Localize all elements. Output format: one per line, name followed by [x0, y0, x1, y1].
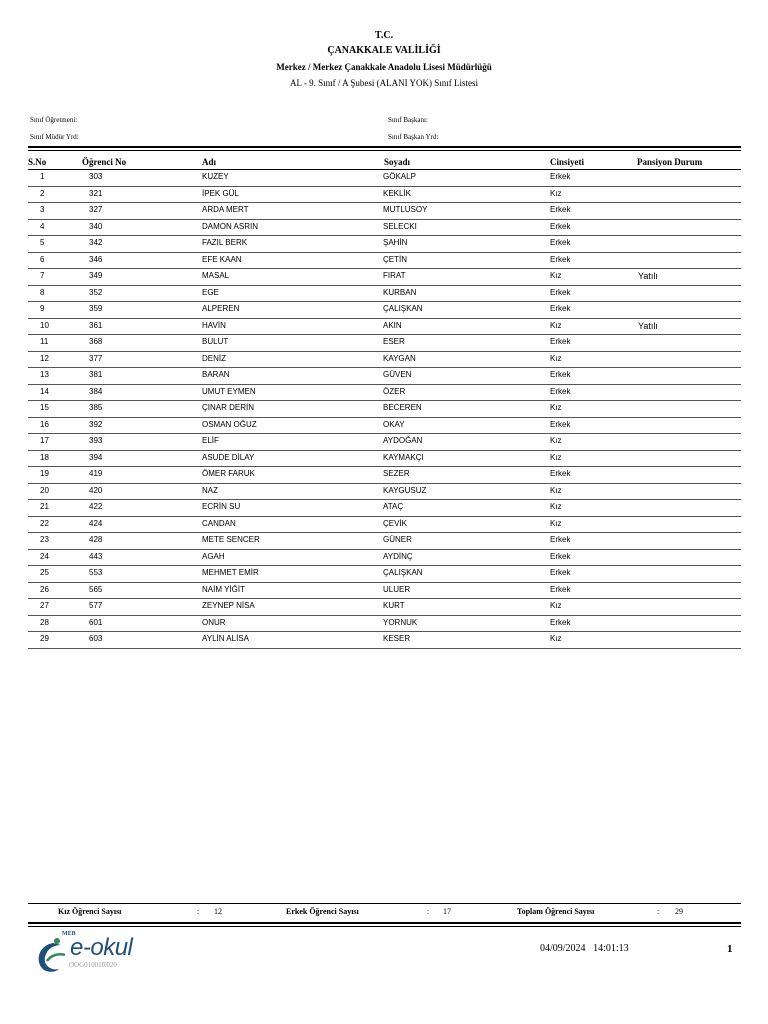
cell-name: EFE KAAN [202, 254, 242, 264]
table-row [28, 467, 741, 484]
cell-surname: GÖKALP [383, 172, 416, 181]
total-count-value: 29 [675, 907, 683, 916]
col-header-surname: Soyadı [384, 157, 411, 167]
cell-name: NAZ [202, 485, 218, 495]
cell-name: OSMAN OĞUZ [202, 419, 257, 429]
logo-meb: MEB [62, 931, 76, 937]
cell-surname: ULUER [383, 584, 411, 594]
teacher-label: Sınıf Öğretmeni: [30, 116, 78, 124]
cell-sno: 26 [40, 584, 49, 594]
cell-gender: Erkek [550, 337, 571, 346]
cell-sno: 4 [40, 221, 45, 231]
cell-surname: GÜVEN [383, 370, 412, 379]
cell-surname: ÖZER [383, 386, 406, 396]
table-row [28, 319, 741, 336]
col-header-sno: S.No [28, 157, 47, 167]
cell-student-no: 419 [89, 469, 103, 478]
total-count-colon: : [657, 907, 660, 916]
cell-student-no: 361 [89, 320, 103, 330]
report-code: OOG01001R020 [69, 961, 117, 969]
cell-name: MASAL [202, 271, 230, 280]
table-row [28, 352, 741, 369]
cell-sno: 9 [40, 304, 45, 313]
cell-sno: 1 [40, 172, 45, 181]
cell-student-no: 392 [89, 419, 103, 429]
table-top-rule-thin [28, 150, 741, 151]
cell-gender: Erkek [550, 551, 571, 561]
cell-sno: 12 [40, 353, 49, 363]
table-row [28, 533, 741, 550]
table-row [28, 484, 741, 501]
cell-student-no: 352 [89, 287, 103, 297]
cell-gender: Erkek [550, 419, 571, 429]
cell-name: METE SENCER [202, 535, 260, 544]
table-row [28, 335, 741, 352]
cell-surname: KAYGUSUZ [383, 485, 427, 495]
male-count-colon: : [427, 907, 430, 916]
cell-student-no: 385 [89, 403, 103, 412]
print-datetime [540, 943, 629, 954]
table-row [28, 220, 741, 237]
cell-surname: KURT [383, 601, 405, 610]
cell-gender: Erkek [550, 205, 571, 214]
cell-student-no: 321 [89, 188, 103, 198]
table-row [28, 170, 741, 187]
cell-name: ONUR [202, 617, 226, 627]
cell-sno: 19 [40, 469, 49, 478]
cell-sno: 29 [40, 634, 49, 643]
table-row [28, 550, 741, 567]
cell-surname: BECEREN [383, 403, 422, 412]
cell-name: ELİF [202, 436, 219, 445]
cell-gender: Erkek [550, 304, 571, 313]
table-row [28, 616, 741, 633]
cell-student-no: 303 [89, 172, 103, 181]
female-count-label: Kız Öğrenci Sayısı [58, 907, 122, 916]
table-row [28, 583, 741, 600]
cell-dormitory: Yatılı [638, 320, 658, 331]
cell-name: AYLİN ALİSA [202, 634, 249, 643]
table-row [28, 269, 741, 286]
cell-name: HAVİN [202, 320, 226, 330]
cell-sno: 15 [40, 403, 49, 412]
table-top-rule [28, 146, 741, 148]
cell-surname: AKIN [383, 320, 402, 330]
cell-surname: AYDOĞAN [383, 436, 423, 445]
cell-gender: Kız [550, 320, 562, 330]
table-row [28, 203, 741, 220]
cell-sno: 24 [40, 551, 49, 561]
cell-gender: Erkek [550, 221, 571, 231]
cell-surname: ÇALIŞKAN [383, 304, 423, 313]
cell-student-no: 577 [89, 601, 103, 610]
class-vice-president-label: Sınıf Başkan Yrd: [388, 133, 439, 141]
cell-surname: KEKLİK [383, 188, 412, 198]
table-row [28, 236, 741, 253]
cell-sno: 3 [40, 205, 45, 214]
cell-student-no: 359 [89, 304, 103, 313]
cell-gender: Kız [550, 485, 562, 495]
cell-gender: Kız [550, 634, 562, 643]
header-class-list-title: AL - 9. Sınıf / A Şubesi (ALANI YOK) Sınıf Listesi [289, 78, 479, 88]
table-row [28, 434, 741, 451]
cell-gender: Erkek [550, 584, 571, 594]
table-row [28, 253, 741, 270]
col-header-dormitory: Pansiyon Durum [637, 157, 703, 167]
footer-top-rule [28, 903, 741, 904]
cell-name: FAZIL BERK [202, 238, 248, 247]
header-tc: T.C. [374, 30, 394, 41]
cell-name: UMUT EYMEN [202, 386, 256, 396]
cell-gender: Erkek [550, 370, 571, 379]
header-school: Merkez / Merkez Çanakkale Anadolu Lisesi Müdürlüğü [276, 62, 492, 72]
cell-student-no: 420 [89, 485, 103, 495]
table-row [28, 418, 741, 435]
cell-surname: ÇALIŞKAN [383, 568, 423, 577]
cell-sno: 14 [40, 386, 49, 396]
table-row [28, 187, 741, 204]
cell-name: BARAN [202, 370, 230, 379]
cell-surname: SEZER [383, 469, 410, 478]
cell-surname: GÜNER [383, 535, 412, 544]
cell-student-no: 603 [89, 634, 103, 643]
cell-surname: ATAÇ [383, 502, 404, 511]
cell-gender: Kız [550, 601, 562, 610]
header-valilik: ÇANAKKALE VALİLİĞİ [327, 45, 441, 56]
cell-student-no: 368 [89, 337, 103, 346]
cell-gender: Erkek [550, 172, 571, 181]
cell-name: ZEYNEP NİSA [202, 601, 255, 610]
cell-student-no: 340 [89, 221, 103, 231]
cell-sno: 20 [40, 485, 49, 495]
cell-student-no: 342 [89, 238, 103, 247]
cell-name: AGAH [202, 551, 225, 561]
cell-name: CANDAN [202, 518, 236, 528]
cell-surname: OKAY [383, 419, 405, 429]
cell-student-no: 428 [89, 535, 103, 544]
cell-name: DENİZ [202, 353, 226, 363]
print-date: 04/09/2024 [540, 943, 586, 954]
table-row [28, 385, 741, 402]
cell-name: DAMON ASRIN [202, 221, 259, 231]
cell-name: ECRİN SU [202, 502, 241, 511]
footer-bottom-rule-thin [28, 926, 741, 927]
cell-gender: Erkek [550, 238, 571, 247]
cell-sno: 28 [40, 617, 49, 627]
cell-student-no: 327 [89, 205, 103, 214]
cell-name: NAİM YİĞİT [202, 584, 245, 594]
cell-name: ÇINAR DERİN [202, 403, 255, 412]
cell-gender: Erkek [550, 568, 571, 577]
cell-sno: 17 [40, 436, 49, 445]
cell-gender: Erkek [550, 254, 571, 264]
cell-student-no: 601 [89, 617, 103, 627]
cell-student-no: 384 [89, 386, 103, 396]
total-count-label: Toplam Öğrenci Sayısı [517, 907, 595, 916]
page-number: 1 [727, 943, 733, 955]
table-row [28, 368, 741, 385]
cell-student-no: 349 [89, 271, 103, 280]
cell-sno: 10 [40, 320, 49, 330]
cell-name: EGE [202, 287, 219, 297]
table-row [28, 566, 741, 583]
cell-sno: 16 [40, 419, 49, 429]
cell-gender: Erkek [550, 287, 571, 297]
student-table [28, 170, 741, 649]
cell-student-no: 424 [89, 518, 103, 528]
table-row [28, 286, 741, 303]
cell-gender: Kız [550, 353, 562, 363]
col-header-name: Adı [202, 157, 217, 167]
cell-surname: ÇETİN [383, 254, 407, 264]
cell-gender: Erkek [550, 617, 571, 627]
cell-sno: 22 [40, 518, 49, 528]
cell-surname: AYDİNÇ [383, 551, 413, 561]
cell-student-no: 394 [89, 452, 103, 462]
footer-bottom-rule [28, 922, 741, 924]
cell-student-no: 381 [89, 370, 103, 379]
cell-surname: KAYGAN [383, 353, 416, 363]
cell-sno: 21 [40, 502, 49, 511]
cell-student-no: 553 [89, 568, 103, 577]
cell-name: BULUT [202, 337, 229, 346]
cell-gender: Kız [550, 452, 562, 462]
cell-sno: 23 [40, 535, 49, 544]
cell-surname: MUTLUSOY [383, 205, 428, 214]
cell-gender: Kız [550, 271, 562, 280]
col-header-student-no: Öğrenci No [82, 157, 127, 167]
cell-surname: KAYMAKÇI [383, 452, 424, 462]
cell-student-no: 346 [89, 254, 103, 264]
cell-name: ASUDE DİLAY [202, 452, 255, 462]
male-count-value: 17 [443, 907, 451, 916]
cell-gender: Kız [550, 502, 562, 511]
vice-principal-label: Sınıf Müdür Yrd: [30, 133, 79, 141]
cell-student-no: 565 [89, 584, 103, 594]
cell-surname: KURBAN [383, 287, 417, 297]
cell-surname: FIRAT [383, 271, 406, 280]
cell-surname: ESER [383, 337, 405, 346]
cell-name: İPEK GÜL [202, 188, 239, 198]
cell-sno: 18 [40, 452, 49, 462]
cell-sno: 6 [40, 254, 45, 264]
cell-gender: Kız [550, 188, 562, 198]
cell-surname: YORNUK [383, 617, 418, 627]
print-time: 14:01:13 [593, 943, 629, 954]
cell-student-no: 393 [89, 436, 103, 445]
cell-sno: 11 [40, 337, 49, 346]
cell-student-no: 443 [89, 551, 103, 561]
table-row [28, 401, 741, 418]
cell-sno: 8 [40, 287, 45, 297]
cell-name: MEHMET EMİR [202, 568, 259, 577]
cell-student-no: 377 [89, 353, 103, 363]
cell-gender: Kız [550, 518, 562, 528]
cell-surname: KESER [383, 634, 411, 643]
logo-text: e-okul [70, 934, 133, 961]
class-president-label: Sınıf Başkanı: [388, 116, 428, 124]
cell-gender: Erkek [550, 469, 571, 478]
cell-student-no: 422 [89, 502, 103, 511]
cell-dormitory: Yatılı [638, 271, 658, 281]
cell-sno: 27 [40, 601, 49, 610]
table-row [28, 632, 741, 649]
cell-gender: Kız [550, 436, 562, 445]
cell-name: KUZEY [202, 172, 229, 181]
table-row [28, 302, 741, 319]
cell-sno: 5 [40, 238, 45, 247]
male-count-label: Erkek Öğrenci Sayısı [286, 907, 359, 916]
cell-sno: 25 [40, 568, 49, 577]
cell-gender: Kız [550, 403, 562, 412]
cell-surname: ŞAHİN [383, 238, 408, 247]
cell-name: ÖMER FARUK [202, 469, 255, 478]
cell-sno: 13 [40, 370, 49, 379]
cell-name: ALPEREN [202, 304, 240, 313]
table-row [28, 451, 741, 468]
cell-surname: ÇEVİK [383, 518, 408, 528]
cell-gender: Erkek [550, 535, 571, 544]
table-row [28, 500, 741, 517]
female-count-colon: : [197, 907, 200, 916]
female-count-value: 12 [214, 907, 222, 916]
cell-sno: 2 [40, 188, 45, 198]
cell-sno: 7 [40, 271, 45, 280]
cell-name: ARDA MERT [202, 205, 249, 214]
table-row [28, 599, 741, 616]
table-row [28, 517, 741, 534]
cell-gender: Erkek [550, 386, 571, 396]
cell-surname: SELECKI [383, 221, 417, 231]
col-header-gender: Cinsiyeti [550, 157, 585, 167]
